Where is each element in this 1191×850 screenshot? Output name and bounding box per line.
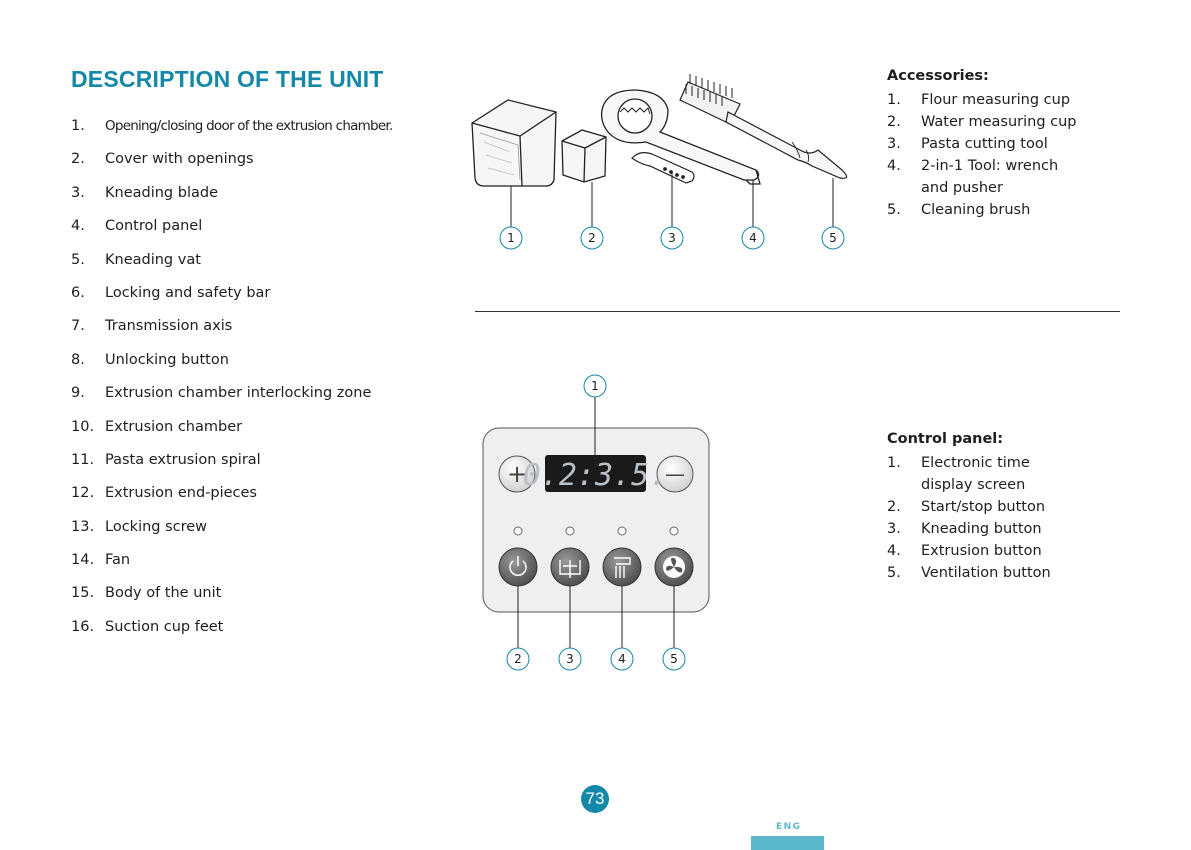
- item-label: Ventilation button: [921, 565, 1051, 581]
- section-divider: [475, 311, 1120, 312]
- item-number: 12.: [71, 485, 95, 502]
- ventilation-button-illustration: [655, 548, 693, 586]
- item-label: Locking and safety bar: [105, 284, 271, 301]
- item-label: Unlocking button: [105, 351, 229, 368]
- item-label: Kneading vat: [105, 251, 201, 268]
- accessories-list: [887, 89, 1086, 221]
- callout-label: 5: [829, 231, 837, 245]
- callout-label: 2: [588, 231, 596, 245]
- list-item: [887, 452, 1086, 496]
- accessories-title: Accessories:: [887, 68, 989, 84]
- item-label: Suction cup feet: [105, 618, 224, 635]
- item-number: 8.: [71, 351, 85, 368]
- item-label: Start/stop button: [921, 499, 1046, 515]
- item-label: Body of the unit: [105, 585, 222, 602]
- led-indicator: [514, 527, 522, 535]
- item-label: Kneading blade: [105, 184, 218, 201]
- plus-icon: +: [506, 460, 528, 488]
- item-number: 2.: [887, 499, 901, 515]
- item-number: 16.: [71, 618, 95, 635]
- callout-label: 5: [670, 652, 678, 666]
- item-label: Electronic time display screen: [921, 455, 1030, 493]
- item-label: Extrusion button: [921, 543, 1042, 559]
- item-number: 4.: [887, 543, 901, 559]
- kneading-button-illustration: [551, 548, 589, 586]
- item-label: Extrusion end-pieces: [105, 485, 257, 502]
- display-value: 0.2:3.5.: [522, 458, 668, 493]
- item-label: Opening/closing door of the extrusion chamber.: [105, 118, 393, 134]
- language-bar: [751, 836, 824, 850]
- language-label: ENG: [776, 822, 802, 832]
- item-number: 3.: [887, 521, 901, 537]
- item-label: Pasta cutting tool: [921, 136, 1048, 152]
- led-indicator: [618, 527, 626, 535]
- list-item: [887, 89, 1086, 111]
- callout-label: 1: [507, 231, 515, 245]
- list-item: [887, 518, 1086, 540]
- extrusion-button-illustration: [603, 548, 641, 586]
- flour-cup-illustration: [472, 100, 556, 186]
- callout-label: 4: [618, 652, 626, 666]
- item-number: 13.: [71, 518, 95, 535]
- item-number: 10.: [71, 418, 95, 435]
- page-number: 73: [581, 785, 609, 813]
- item-label: Cover with openings: [105, 151, 254, 168]
- item-label: Control panel: [105, 218, 203, 235]
- item-label: Transmission axis: [105, 318, 233, 335]
- item-number: 3.: [887, 136, 901, 152]
- list-item: [887, 496, 1086, 518]
- page-title: DESCRIPTION OF THE UNIT: [71, 66, 384, 92]
- item-label: Extrusion chamber: [105, 418, 243, 435]
- item-label: Water measuring cup: [921, 114, 1077, 130]
- callout-label: 3: [668, 231, 676, 245]
- list-item: [887, 562, 1086, 584]
- item-label: Locking screw: [105, 518, 208, 535]
- item-number: 4.: [71, 218, 85, 235]
- item-number: 5.: [71, 251, 85, 268]
- callout-label: 3: [566, 652, 574, 666]
- callout-label: 4: [749, 231, 757, 245]
- water-cup-illustration: [562, 130, 606, 182]
- list-item: [887, 155, 1086, 199]
- item-label: Flour measuring cup: [921, 92, 1071, 108]
- list-item: [887, 133, 1086, 155]
- item-number: 1.: [887, 455, 901, 471]
- item-label: Extrusion chamber interlocking zone: [105, 385, 372, 402]
- control-panel-title: Control panel:: [887, 431, 1004, 447]
- item-label: Fan: [105, 552, 131, 569]
- item-number: 5.: [887, 565, 901, 581]
- item-number: 7.: [71, 318, 85, 335]
- item-number: 3.: [71, 184, 85, 201]
- callout-label: 2: [514, 652, 522, 666]
- item-label: Cleaning brush: [921, 202, 1031, 218]
- item-number: 4.: [887, 158, 901, 174]
- item-number: 1.: [887, 92, 901, 108]
- item-number: 14.: [71, 552, 95, 569]
- item-number: 9.: [71, 385, 85, 402]
- item-number: 2.: [71, 151, 85, 168]
- callout-label: 1: [591, 379, 599, 393]
- control-panel-list: [887, 452, 1086, 584]
- list-item: [887, 540, 1086, 562]
- item-number: 15.: [71, 585, 95, 602]
- list-item: [887, 111, 1086, 133]
- item-number: 11.: [71, 451, 95, 468]
- item-number: 6.: [71, 284, 85, 301]
- start-stop-button-illustration: [499, 548, 537, 586]
- item-number: 5.: [887, 202, 901, 218]
- item-label: 2-in-1 Tool: wrench and pusher: [921, 158, 1059, 196]
- item-number: 2.: [887, 114, 901, 130]
- led-indicator: [670, 527, 678, 535]
- item-label: Kneading button: [921, 521, 1042, 537]
- list-item: [887, 199, 1086, 221]
- item-label: Pasta extrusion spiral: [105, 451, 261, 468]
- minus-icon: —: [665, 462, 685, 486]
- led-indicator: [566, 527, 574, 535]
- item-number: 1.: [71, 118, 85, 134]
